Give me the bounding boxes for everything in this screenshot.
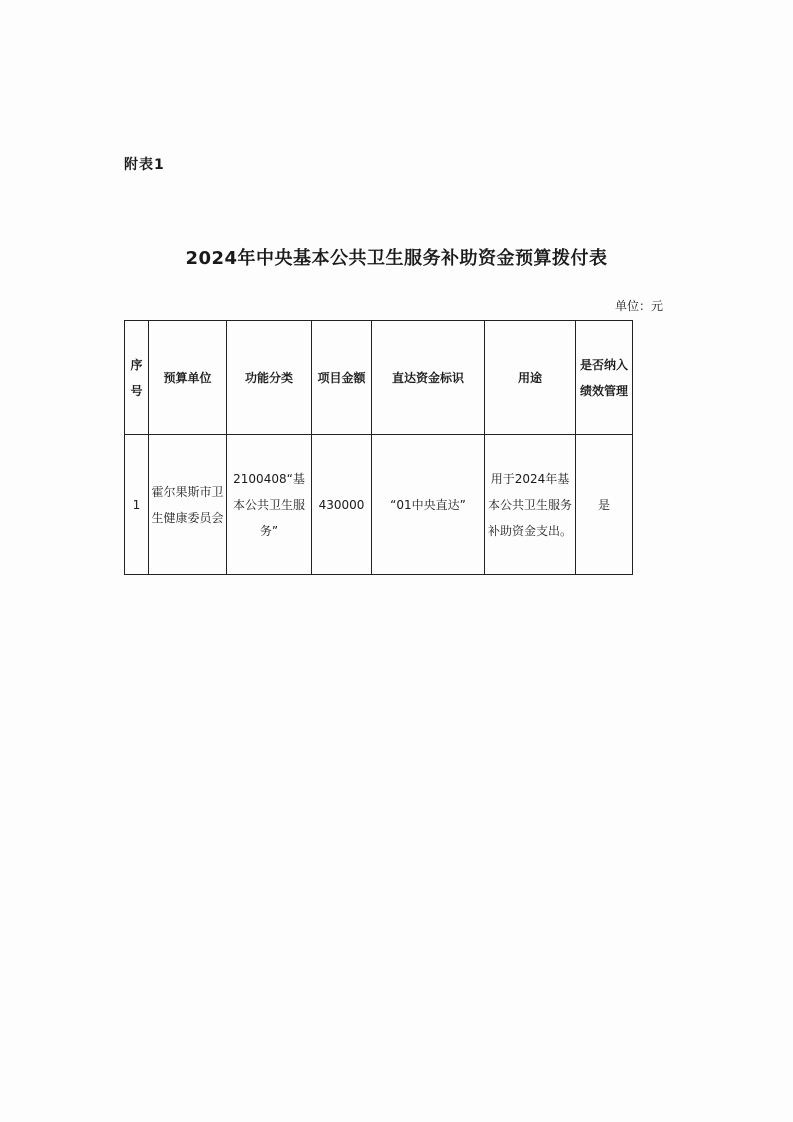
attachment-label: 附表1 bbox=[124, 157, 165, 173]
cell-performance: 是 bbox=[576, 435, 633, 575]
cell-function-class: 2100408“基本公共卫生服务” bbox=[227, 435, 312, 575]
cell-seq: 1 bbox=[125, 435, 149, 575]
header-performance: 是否纳入绩效管理 bbox=[576, 321, 633, 435]
document-title: 2024年中央基本公共卫生服务补助资金预算拨付表 bbox=[185, 248, 608, 269]
header-budget-unit: 预算单位 bbox=[149, 321, 227, 435]
header-usage: 用途 bbox=[485, 321, 576, 435]
header-function-class: 功能分类 bbox=[227, 321, 312, 435]
cell-direct-flag: “01中央直达” bbox=[372, 435, 485, 575]
budget-table bbox=[124, 320, 633, 575]
header-seq: 序号 bbox=[125, 321, 149, 435]
header-amount: 项目金额 bbox=[312, 321, 372, 435]
cell-amount: 430000 bbox=[312, 435, 372, 575]
cell-usage: 用于2024年基本公共卫生服务补助资金支出。 bbox=[485, 435, 576, 575]
table-row bbox=[125, 435, 633, 575]
cell-budget-unit: 霍尔果斯市卫生健康委员会 bbox=[149, 435, 227, 575]
unit-label: 单位：元 bbox=[614, 299, 663, 313]
header-direct-flag: 直达资金标识 bbox=[372, 321, 485, 435]
table-header-row bbox=[125, 321, 633, 435]
